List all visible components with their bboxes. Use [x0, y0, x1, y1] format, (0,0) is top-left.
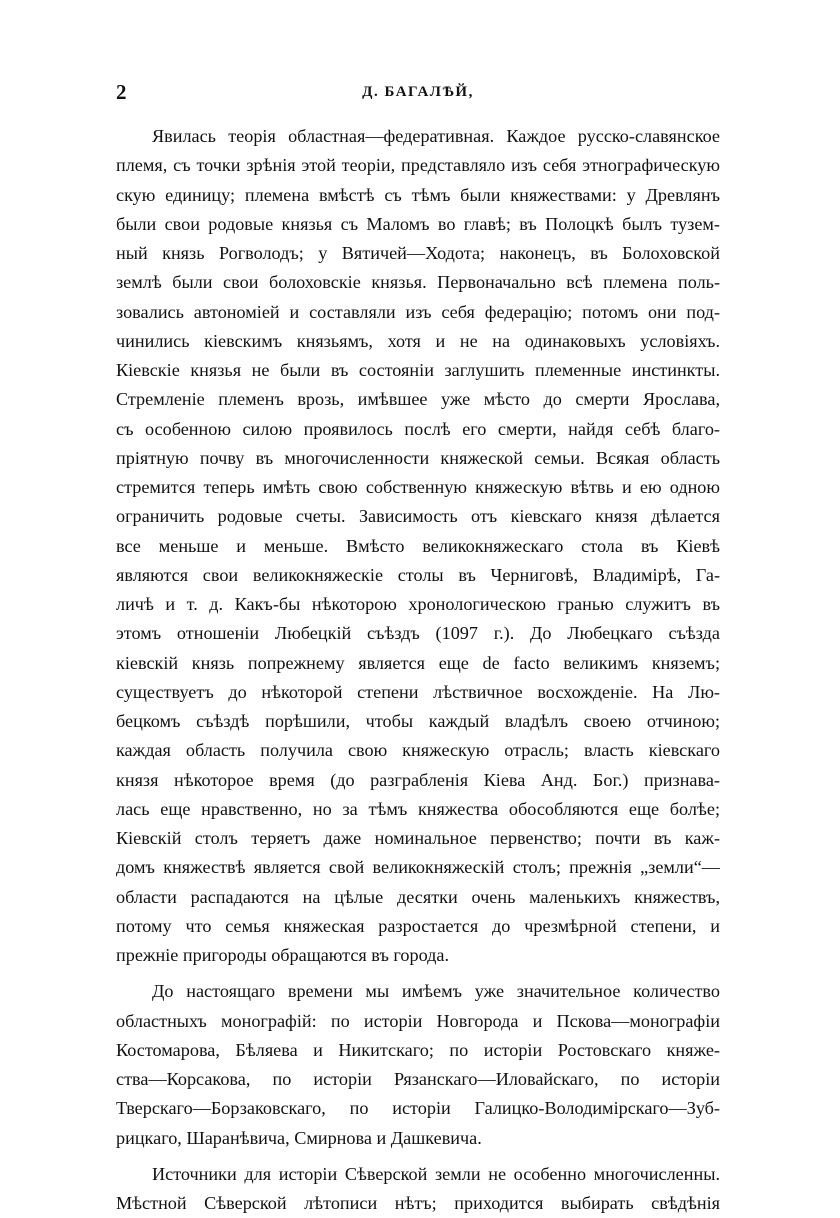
text-line: ства—Корсакова, по исторіи Рязанскаго—Иловайскаго, по исторіи [116, 1069, 720, 1089]
paragraph-monographs [116, 977, 720, 1153]
text-line: ограничить родовые счеты. Зависимость отъ кіевскаго князя дѣлается [116, 506, 720, 527]
text-line: лась еще нравственно, но за тѣмъ княжества обособляются еще болѣе; [116, 798, 720, 819]
text-line: прежніе пригороды обращаются въ города. [116, 945, 450, 965]
text-line: Стремленіе племенъ врозь, имѣвшее уже мѣсто до смерти Ярослава, [116, 389, 720, 410]
text-line: Тверскаго—Борзаковскаго, по исторіи Галицко-Володимірскаго—Зуб- [116, 1098, 720, 1119]
text-line: Костомарова, Бѣляева и Никитскаго; по исторіи Ростовскаго княже- [116, 1039, 720, 1060]
text-line: До настоящаго времени мы имѣемъ уже значительное количество [152, 981, 720, 1002]
text-line: Кіевскій столъ теряетъ даже номинальное первенство; почти въ каж- [116, 828, 720, 848]
text-line: чинились кіевскимъ князьямъ, хотя и не на одинаковыхъ условіяхъ. [116, 330, 720, 351]
text-line: были свои родовые князья съ Маломъ во главѣ; въ Полоцкѣ былъ тузем- [116, 213, 720, 234]
paragraph-gap [116, 970, 720, 977]
text-line: каждая область получила свою княжескую отрасль; власть кіевскаго [116, 740, 720, 761]
text-line: зовались автономіей и составляли изъ себя федерацію; потомъ они под- [116, 301, 720, 322]
text-line: рицкаго, Шаранѣвича, Смирнова и Дашкевича. [116, 1127, 482, 1148]
body-text [116, 122, 720, 1218]
paragraph-gap [116, 1153, 720, 1160]
text-line: домъ княжествѣ является свой великокняжескій столъ; прежнія „земли“— [116, 857, 720, 878]
text-line: личѣ и т. д. Какъ-бы нѣкоторою хронологическою гранью служитъ въ [116, 594, 720, 614]
text-line: кіевскій князь попрежнему является еще de facto великимъ княземъ; [116, 652, 720, 673]
text-line: племя, съ точки зрѣнія этой теоріи, представляло изъ себя этнографическую [116, 155, 720, 176]
text-line: съ особенною силою проявилось послѣ его смерти, найдя себѣ благо- [116, 418, 720, 439]
text-line: стремится теперь имѣть свою собственную княжескую вѣтвь и ею одною [116, 477, 720, 497]
text-line: потому что семья княжеская разростается до чрезмѣрной степени, и [116, 915, 720, 936]
text-line: ный князь Рогволодъ; у Вятичей—Ходота; наконецъ, въ Болоховской [116, 243, 720, 263]
text-line: землѣ были свои болоховскіе князья. Первоначально всѣ племена поль- [116, 272, 720, 293]
text-line: скую единицу; племена вмѣстѣ съ тѣмъ были княжествами: у Древлянъ [116, 184, 720, 205]
text-line: областныхъ монографій: по исторіи Новгорода и Пскова—монографіи [116, 1010, 720, 1031]
text-line: этомъ отношеніи Любецкій съѣздъ (1097 г.). До Любецкаго съѣзда [116, 623, 720, 644]
text-line: пріятную почву въ многочисленности княжеской семьи. Всякая область [116, 447, 720, 468]
text-line: области распадаются на цѣлые десятки очень маленькихъ княжествъ, [116, 886, 720, 907]
text-line: Мѣстной Сѣверской лѣтописи нѣтъ; приходится выбирать свѣдѣнія [116, 1193, 720, 1213]
text-line: существуетъ до нѣкоторой степени лѣствичное восхожденіе. На Лю- [116, 681, 720, 702]
running-head: Д. БАГАЛѢЙ, [362, 84, 474, 100]
text-line: Кіевскіе князья не были въ состояніи заглушить племенные инстинкты. [116, 360, 720, 380]
paragraph-theory [116, 122, 720, 970]
text-line: Явилась теорія областная—федеративная. Каждое русско-славянское [152, 126, 720, 146]
text-line: являются свои великокняжескіе столы въ Черниговѣ, Владимірѣ, Га- [116, 564, 720, 585]
text-line: бецкомъ съѣздѣ порѣшили, чтобы каждый владѣлъ своею отчиною; [116, 711, 720, 731]
text-line: князя нѣкоторое время (до разграбленія Кіева Анд. Бог.) признава- [116, 769, 720, 790]
text-line: Источники для исторіи Сѣверской земли не особенно многочисленны. [152, 1163, 720, 1184]
page-header [116, 80, 720, 106]
paragraph-sources [116, 1160, 720, 1218]
page-number: 2 [116, 80, 127, 104]
text-line: все меньше и меньше. Вмѣсто великокняжескаго стола въ Кіевѣ [116, 535, 720, 556]
